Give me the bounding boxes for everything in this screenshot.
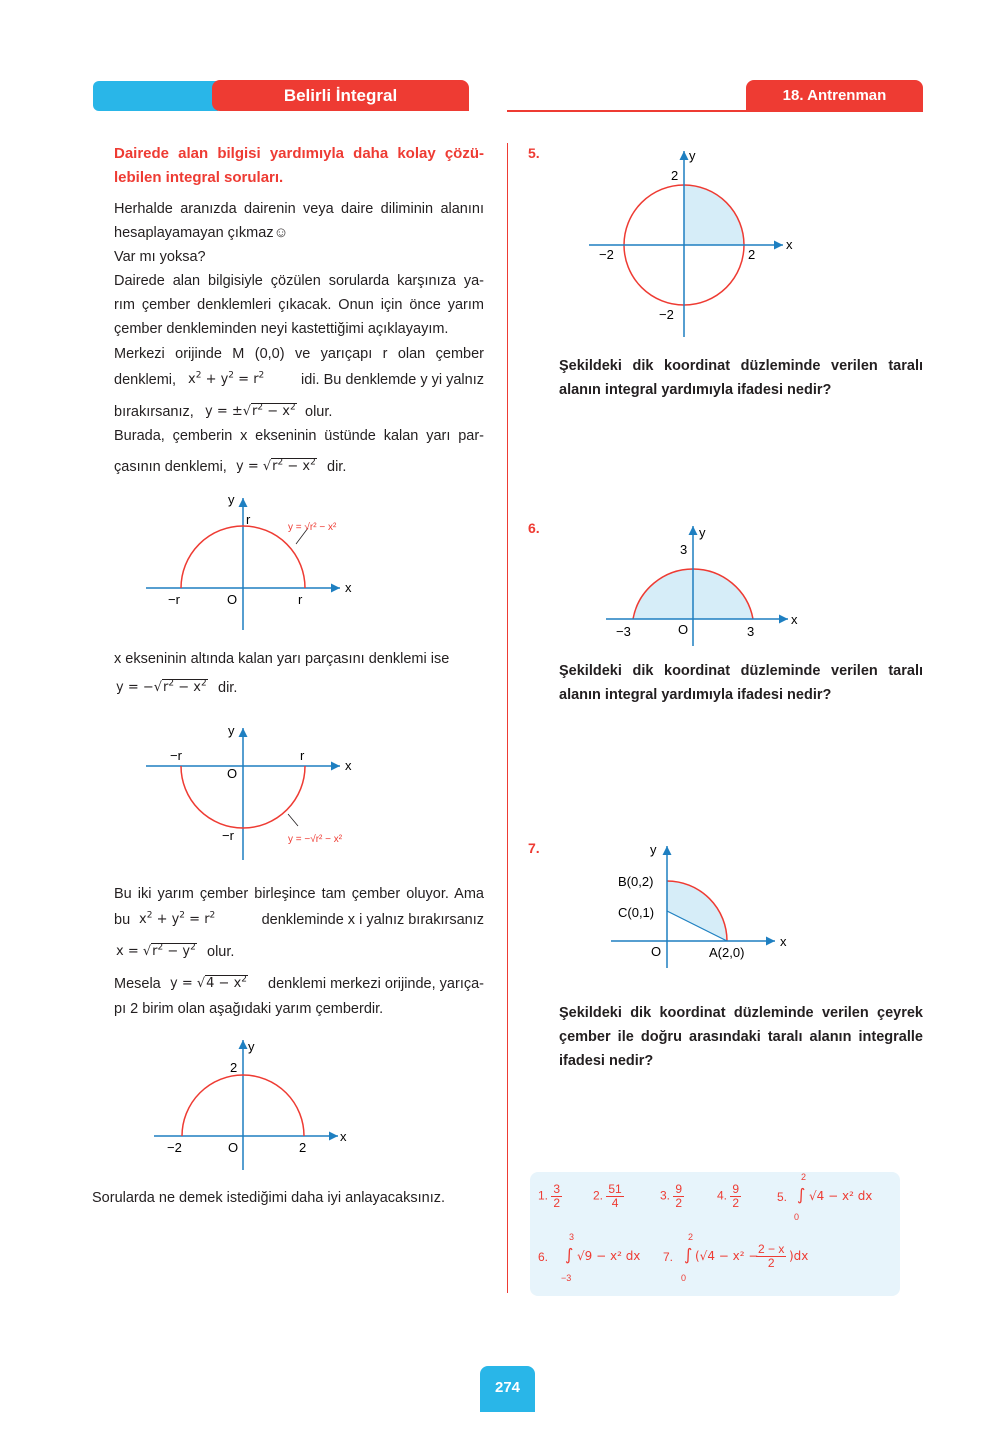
answer-7-lower-limit: 0	[681, 1273, 687, 1283]
origin-label: O	[651, 944, 662, 959]
section-title: 18. Antrenman	[746, 80, 923, 111]
intro-paragraph-2: Var mı yoksa?	[114, 249, 206, 265]
answer-6-upper-limit: 3	[569, 1232, 575, 1242]
right-label: 3	[747, 624, 755, 639]
example-semicircle-figure	[140, 1034, 370, 1174]
x-axis-label: x	[345, 580, 352, 595]
x-axis-label: x	[345, 758, 352, 773]
intro-paragraph-5b-rest: dir.	[327, 459, 347, 475]
shaded-region	[667, 881, 727, 941]
shaded-region	[684, 185, 744, 245]
answer-4: 4. $\frac{9}{2}$	[717, 1182, 740, 1210]
radius-top-label: r	[246, 512, 251, 527]
header-accent-bar	[93, 81, 218, 111]
question-7-number: 7.	[528, 840, 540, 856]
circle-equation-2: $x^2 + y^2 = r^2$	[139, 910, 216, 927]
point-b-label: B(0,2)	[618, 874, 654, 889]
question-5-figure	[585, 145, 800, 340]
x-axis-label: x	[780, 934, 787, 949]
intro-paragraph-7c-rest: olur.	[207, 944, 235, 960]
intro-paragraph-3a: Dairede alan bilgisiyle çözülen sorularda karşınıza ya-	[114, 273, 484, 289]
integral-sign-icon: ∫	[565, 1245, 574, 1264]
bottom-label: −2	[659, 307, 674, 322]
neg-radius-label: −r	[168, 592, 180, 607]
right-label: 2	[748, 247, 756, 262]
point-c-label: C(0,1)	[618, 905, 655, 920]
solved-x-equation: $x = √r^2 - y^2$	[116, 942, 196, 959]
neg-radius-bottom-label: −r	[222, 828, 234, 843]
curve-equation-label: y = −√r² − x²	[288, 834, 343, 845]
label-pointer	[288, 814, 298, 826]
left-label: −2	[599, 247, 614, 262]
answer-1: 1. $\frac{3}{2}$	[538, 1182, 561, 1210]
chapter-title: Belirli İntegral	[212, 80, 469, 111]
intro-paragraph-4c-rest: olur.	[305, 404, 333, 420]
intro-paragraph-7a: Bu iki yarım çember birleşince tam çember oluyor. Ama	[114, 886, 484, 902]
upper-semicircle-figure	[130, 488, 370, 633]
intro-paragraph-4b-rest: idi. Bu denklemde y yi yalnız	[301, 372, 484, 388]
answer-7-number: 7.	[663, 1250, 674, 1264]
lower-half-equation: $y = -√r^2 - x^2$	[116, 678, 207, 695]
intro-paragraph-7b-label: bu	[114, 912, 131, 928]
intro-paragraph-6a: x ekseninin altında kalan yarı parçasını denklemi ise	[114, 651, 450, 667]
curve-equation-label: y = √r² − x²	[288, 522, 337, 533]
page-number: 274	[480, 1366, 535, 1412]
radius-right-label: r	[298, 592, 303, 607]
answer-6-expression: √9 − x² dx	[577, 1249, 641, 1263]
intro-paragraph-8a-label: Mesela	[114, 976, 161, 992]
intro-paragraph-1a: Herhalde aranızda dairenin veya daire diliminin alanını	[114, 201, 484, 217]
intro-paragraph-8b: pı 2 birim olan aşağıdaki yarım çemberdir.	[114, 1001, 384, 1017]
answer-6-number: 6.	[538, 1250, 549, 1264]
answer-7-fraction: $\frac{2 - x}{2}$	[758, 1242, 785, 1270]
origin-label: O	[227, 766, 238, 781]
intro-title: Dairede alan bilgisi yardımıyla daha kolay çözü- lebilen integral soruları.	[114, 145, 484, 186]
question-6-text: Şekildeki dik koordinat düzleminde verilen taralı alanın integral yardımıyla ifadesi nedir?	[559, 663, 923, 703]
answer-5-number: 5.	[777, 1190, 788, 1204]
circle-equation: $x^2 + y^2 = r^2$	[188, 370, 265, 387]
answer-3: 3. $\frac{9}{2}$	[660, 1182, 683, 1210]
answer-7-expression-b: )dx	[789, 1249, 809, 1263]
question-7-figure	[605, 838, 805, 973]
upper-half-equation: $y = √r^2 - x^2$	[236, 457, 316, 474]
intro-paragraph-4b-label: denklemi,	[114, 372, 177, 388]
answer-2: 2. $\frac{51}{4}$	[593, 1182, 622, 1210]
answer-7-upper-limit: 2	[688, 1232, 694, 1242]
intro-paragraph-4a: Merkezi orijinde M (0,0) ve yarıçapı r olan çember	[114, 346, 484, 362]
origin-label: O	[228, 1140, 239, 1155]
top-label: 3	[680, 542, 688, 557]
question-6-figure	[600, 520, 810, 650]
y-axis-label: y	[650, 842, 657, 857]
y-axis-label: y	[248, 1039, 255, 1054]
answer-7-expression-a: (√4 − x² −	[695, 1249, 759, 1263]
intro-paragraph-1b: hesaplayamayan çıkmaz☺	[114, 225, 289, 241]
intro-paragraph-3c: çember denkleminden neyi kastettiğimi açıklayayım.	[114, 321, 449, 337]
two-label: 2	[299, 1140, 307, 1155]
lower-semicircle-figure	[130, 718, 370, 868]
intro-paragraph-8a-rest: denklemi merkezi orijinde, yarıça-	[268, 976, 484, 992]
integral-sign-icon: ∫	[797, 1185, 806, 1204]
integral-sign-icon: ∫	[684, 1245, 693, 1264]
neg-radius-label: −r	[170, 748, 182, 763]
question-6-number: 6.	[528, 520, 540, 536]
y-axis-label: y	[228, 723, 235, 738]
answer-5-lower-limit: 0	[794, 1212, 800, 1222]
answer-6-lower-limit: −3	[561, 1273, 572, 1283]
top-label: 2	[230, 1060, 238, 1075]
intro-paragraph-6b-rest: dir.	[218, 680, 238, 696]
y-axis-label: y	[689, 148, 696, 163]
answer-5-expression: √4 − x² dx	[809, 1189, 873, 1203]
radius-label: r	[300, 748, 305, 763]
closing-text: Sorularda ne demek istediğimi daha iyi anlayacaksınız.	[92, 1190, 446, 1206]
x-axis-label: x	[791, 612, 798, 627]
y-axis-label: y	[228, 492, 235, 507]
column-divider	[507, 143, 508, 1293]
intro-paragraph-5a: Burada, çemberin x ekseninin üstünde kalan yarı par-	[114, 428, 484, 444]
example-equation: $y = √4 - x^2$	[170, 974, 247, 991]
question-5-number: 5.	[528, 145, 540, 161]
solved-y-equation: $y = \pm√r^2 - x^2$	[205, 402, 296, 419]
x-axis-label: x	[340, 1129, 347, 1144]
x-axis-label: x	[786, 237, 793, 252]
answer-5-upper-limit: 2	[801, 1172, 807, 1182]
neg-two-label: −2	[167, 1140, 182, 1155]
question-7-text: Şekildeki dik koordinat düzleminde verilen çeyrek çember ile doğru arasındaki taralı alanın integralle ifadesi nedir?	[559, 1005, 923, 1069]
origin-label: O	[678, 622, 689, 637]
y-axis-label: y	[699, 525, 706, 540]
point-a-label: A(2,0)	[709, 945, 745, 960]
question-5-text: Şekildeki dik koordinat düzleminde verilen taralı alanın integral yardımıyla ifadesi nedir?	[559, 358, 923, 398]
intro-paragraph-5b-label: çasının denklemi,	[114, 459, 227, 475]
intro-paragraph-3b: rım çember denklemleri çıkacak. Onun için önce yarım	[114, 297, 484, 313]
top-label: 2	[671, 168, 679, 183]
intro-paragraph-4c-label: bırakırsanız,	[114, 404, 194, 420]
origin-label: O	[227, 592, 238, 607]
left-label: −3	[616, 624, 631, 639]
intro-paragraph-7b-rest: denkleminde x i yalnız bırakırsanız	[261, 912, 484, 928]
